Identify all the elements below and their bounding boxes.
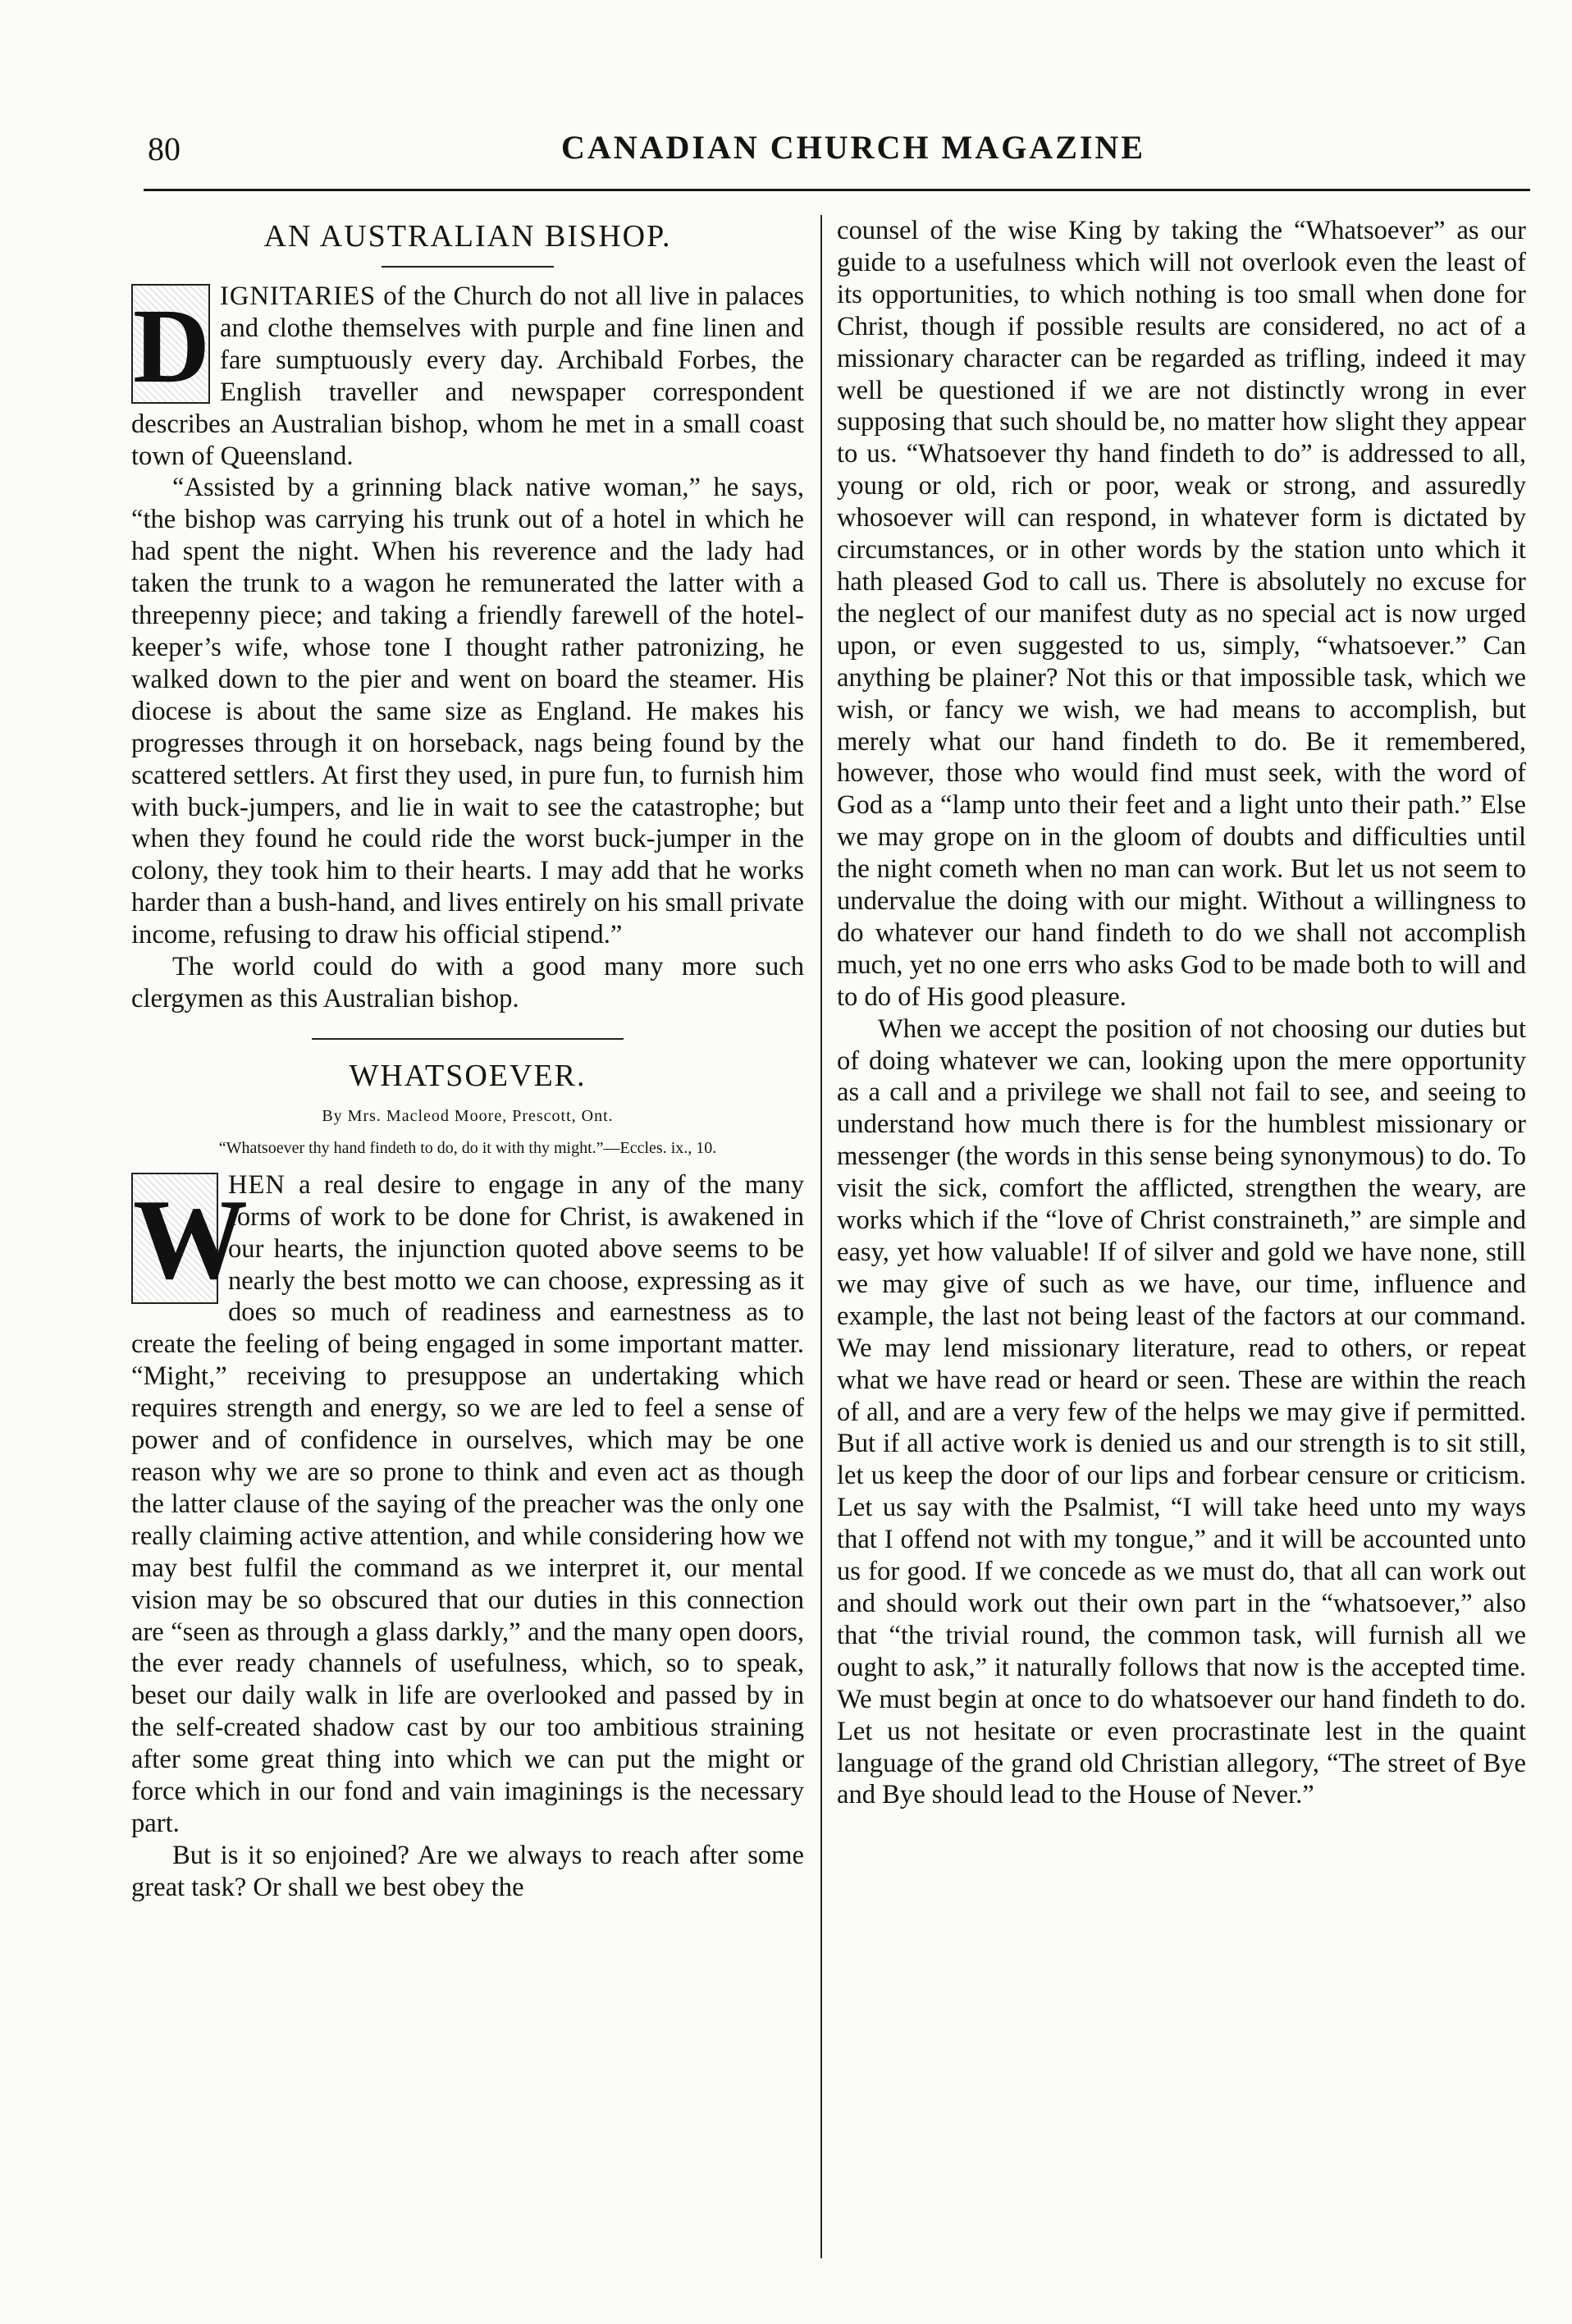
header-rule <box>144 189 1530 191</box>
article1-paragraph-3: The world could do with a good many more such clergymen as this Australian bishop. <box>131 952 804 1013</box>
article1-paragraph-2: “Assisted by a grinning black native woman,” he says, “the bishop was carrying his trunk out of a hotel in which he had spent the night. When his reverence and the lady had taken the trunk to a wagon he remunerated the latter with a threepenny piece; and taking a friendly farewell of the hotel-keeper’s wife, whose tone I thought rather patronizing, he walked down to the pier and went on board the steamer. His diocese is about the same size as England. He makes his progresses through it on horseback, nags being found by the scattered settlers. At first they used, in pure fun, to furnish him with buck-jumpers, and lie in wait to see the catastrophe; but when they found he could ride the worst buck-jumper in the colony, they took him to their hearts. I may add that he works harder than a bush-hand, and lives entirely on his small private income, refusing to draw his official stipend.” <box>131 473 804 950</box>
article1-paragraph-1 <box>131 281 804 472</box>
article2-paragraph-1-text: a real desire to engage in any of the many forms of work to be done for Christ, is awakened in our hearts, the injunction quoted above seems to be nearly the best motto we can choose, expressing as it does so much of readiness and earnestness as to create the feeling of being engaged in some important matter. “Might,” receiving to presuppose an undertaking which requires strength and energy, so we are led to feel a sense of power and of confidence in ourselves, which may be one reason why we are so prone to think and even act as though the latter clause of the saying of the preacher was the only one really claiming active attention, and while considering how we may best fulfil the command as we interpret it, our mental vision may be so obscured that our duties in this connection are “seen as through a glass darkly,” and the many open doors, the ever ready channels of usefulness, which, so to speak, beset our daily walk in life are overlooked and passed by in the self-created shadow cast by our too ambitious straining after some great thing into which we can put the might or force which in our fond and vain imaginings is the necessary part. <box>131 1169 804 1838</box>
section-divider <box>312 1038 624 1040</box>
article2-title: WHATSOEVER. <box>349 1058 587 1093</box>
article2-lead-word: HEN <box>228 1169 286 1200</box>
title-underline <box>382 266 554 268</box>
right-column <box>837 215 1526 1811</box>
running-title: CANADIAN CHURCH MAGAZINE <box>561 129 1145 166</box>
article1-title: AN AUSTRALIAN BISHOP. <box>263 219 672 254</box>
column-divider <box>820 215 822 2258</box>
article1-paragraph-1-text: of the Church do not all live in palaces and clothe themselves with purple and fine linen and fare sumptuously every day. Archibald Forbes, the English traveller and newspaper correspondent describes an Australian bishop, whom he met in a small coast town of Queensland. <box>131 281 804 471</box>
article2-byline: By Mrs. Macleod Moore, Prescott, Ont. <box>322 1106 614 1125</box>
dropcap-letter: D <box>133 287 210 405</box>
dropcap-d-ornament <box>131 284 210 404</box>
dropcap-w-ornament <box>131 1173 248 1304</box>
article2-epigraph: “Whatsoever thy hand findeth to do, do it with thy might.”—Eccles. ix., 10. <box>218 1138 717 1157</box>
page-header <box>139 123 1534 172</box>
dropcap-letter: W <box>133 1175 248 1303</box>
article1-lead-word: IGNITARIES <box>220 281 377 311</box>
left-column <box>131 215 804 1904</box>
article2-paragraph-4: When we accept the position of not choosing our duties but of doing whatever we can, looking upon the mere opportunity as a call and a privilege we shall not fail to see, and seeing to understand how much there is for the humblest missionary or messenger (the words in this sense being synonymous) to do. To visit the sick, comfort the afflicted, strengthen the weary, are works which if the “love of Christ constraineth,” are simple and easy, yet how valuable! If of silver and gold we have none, still we may give of such as we have, our time, influence and example, the last not being least of the factors at our command. We may lend missionary literature, read to others, or repeat what we have read or heard or seen. These are within the reach of all, and are a very few of the helps we may give if permitted. But if all active work is denied us and our strength is to sit still, let us keep the door of our lips and forbear censure or criticism. Let us say with the Psalmist, “I will take heed unto my ways that I offend not with my tongue,” and it will be accounted unto us for good. If we concede as we must do, that all can work out and should work out their own part in the “whatsoever,” also that “the trivial round, the common task, will furnish all we ought to ask,” it naturally follows that now is the accepted time. We must begin at once to do whatsoever our hand findeth to do. Let us not hesitate or even procrastinate lest in the quaint language of the grand old Christian allegory, “The street of Bye and Bye should lead to the House of Never.” <box>837 1013 1526 1810</box>
article2-paragraph-2: But is it so enjoined? Are we always to reach after some great task? Or shall we best obey the <box>131 1840 804 1902</box>
article2-paragraph-3: counsel of the wise King by taking the “Whatsoever” as our guide to a usefulness which will not overlook even the least of its opportunities, to which nothing is too small when done for Christ, though if possible results are considered, no act of a missionary character can be regarded as trifling, indeed it may well be questioned if we are not distinctly wrong in ever supposing that such should be, no matter how slight they appear to us. “Whatsoever thy hand findeth to do” is addressed to all, young or old, rich or poor, weak or strong, and assuredly whosoever will can respond, in whatever form is dictated by circumstances, or in other words by the station unto which it hath pleased God to call us. There is absolutely no excuse for the neglect of our manifest duty as no special act is now urged upon, or even suggested to us, simply, “whatsoever.” Can anything be plainer? Not this or that impossible task, which we wish, or fancy we wish, we had means to accomplish, but merely what our hand findeth to do. Be it remembered, however, those who would find must seek, with the word of God as a “lamp unto their feet and a light unto their path.” Else we may grope on in the gloom of doubts and difficulties until the night cometh when no man can work. But let us not seem to undervalue the doing with our might. Without a willingness to do whatever our hand findeth to do we shall not accomplish much, yet no one errs who asks God to be made both to will and to do of His good pleasure. <box>837 216 1526 1012</box>
page-number: 80 <box>148 130 181 167</box>
article2-paragraph-1 <box>131 1169 804 1840</box>
